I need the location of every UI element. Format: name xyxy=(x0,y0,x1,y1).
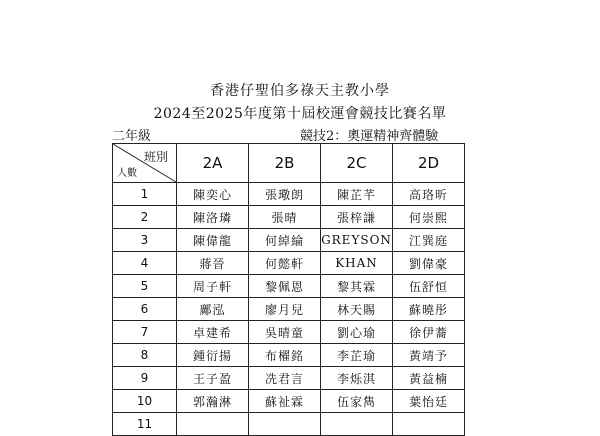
column-header-2d: 2D xyxy=(393,144,465,183)
student-name xyxy=(321,413,393,436)
student-name: 蘇祉霖 xyxy=(249,390,321,413)
column-header-2c: 2C xyxy=(321,144,393,183)
table-row xyxy=(113,367,465,390)
student-name: 廖月兒 xyxy=(249,298,321,321)
row-number: 3 xyxy=(113,229,177,252)
student-name: 黎其霖 xyxy=(321,275,393,298)
student-name: 劉心瑜 xyxy=(321,321,393,344)
student-name: GREYSON xyxy=(321,229,393,252)
student-name xyxy=(393,413,465,436)
student-name: 陳奕心 xyxy=(177,183,249,206)
student-name: 徐伊蕎 xyxy=(393,321,465,344)
table-row xyxy=(113,252,465,275)
row-number: 7 xyxy=(113,321,177,344)
row-number: 1 xyxy=(113,183,177,206)
column-header-2a: 2A xyxy=(177,144,249,183)
document-title: 2024至2025年度第十屆校運會競技比賽名單 xyxy=(153,106,447,122)
student-name: 張晴 xyxy=(249,206,321,229)
student-name: 蔣晉 xyxy=(177,252,249,275)
student-name: 陳偉龍 xyxy=(177,229,249,252)
student-name: 黃益楠 xyxy=(393,367,465,390)
table-row xyxy=(113,390,465,413)
table-row-partial xyxy=(113,413,465,436)
row-number: 10 xyxy=(113,390,177,413)
student-name: KHAN xyxy=(321,252,393,275)
student-name: 王子盈 xyxy=(177,367,249,390)
student-name: 冼君言 xyxy=(249,367,321,390)
student-name: 黃靖予 xyxy=(393,344,465,367)
student-name: 張璥朗 xyxy=(249,183,321,206)
student-name: 何懿軒 xyxy=(249,252,321,275)
student-name: 陳芷芊 xyxy=(321,183,393,206)
row-number: 2 xyxy=(113,206,177,229)
student-name: 葉怡廷 xyxy=(393,390,465,413)
student-name: 黎佩恩 xyxy=(249,275,321,298)
student-name: 何崇熙 xyxy=(393,206,465,229)
table-header-row xyxy=(113,144,465,183)
student-name: 蘇曉彤 xyxy=(393,298,465,321)
row-number: 4 xyxy=(113,252,177,275)
row-number: 11 xyxy=(113,413,177,436)
student-name: 布櫂銘 xyxy=(249,344,321,367)
table-row xyxy=(113,183,465,206)
table-row xyxy=(113,298,465,321)
student-name: 鍾衍揚 xyxy=(177,344,249,367)
student-name: 鄺泓 xyxy=(177,298,249,321)
student-name: 吳晴童 xyxy=(249,321,321,344)
class-corner-label: 班別 xyxy=(143,150,168,164)
student-name: 周子軒 xyxy=(177,275,249,298)
student-name: 伍家雋 xyxy=(321,390,393,413)
student-name: 高珞昕 xyxy=(393,183,465,206)
row-number: 8 xyxy=(113,344,177,367)
student-name: 郭瀚淋 xyxy=(177,390,249,413)
table-row xyxy=(113,229,465,252)
corner-header-cell xyxy=(113,144,177,183)
row-number: 5 xyxy=(113,275,177,298)
table-row xyxy=(113,321,465,344)
table-row xyxy=(113,206,465,229)
student-name: 劉偉豪 xyxy=(393,252,465,275)
student-name: 陳洛璘 xyxy=(177,206,249,229)
row-number: 6 xyxy=(113,298,177,321)
student-name: 卓建希 xyxy=(177,321,249,344)
student-name: 林天賜 xyxy=(321,298,393,321)
student-name xyxy=(177,413,249,436)
student-name xyxy=(249,413,321,436)
row-number: 9 xyxy=(113,367,177,390)
student-name: 李烁淇 xyxy=(321,367,393,390)
table-row xyxy=(113,344,465,367)
table-row xyxy=(113,275,465,298)
student-name: 李芷瑜 xyxy=(321,344,393,367)
student-name: 何綽綸 xyxy=(249,229,321,252)
count-corner-label: 人數 xyxy=(117,168,137,179)
student-name: 江巽庭 xyxy=(393,229,465,252)
participants-table xyxy=(112,143,465,436)
event-label: 競技2：奧運精神齊體驗 xyxy=(300,129,439,144)
column-header-2b: 2B xyxy=(249,144,321,183)
school-name: 香港仔聖伯多祿天主教小學 xyxy=(210,83,390,99)
student-name: 伍舒恒 xyxy=(393,275,465,298)
student-name: 張梓謙 xyxy=(321,206,393,229)
grade-label: 二年級 xyxy=(112,129,152,144)
